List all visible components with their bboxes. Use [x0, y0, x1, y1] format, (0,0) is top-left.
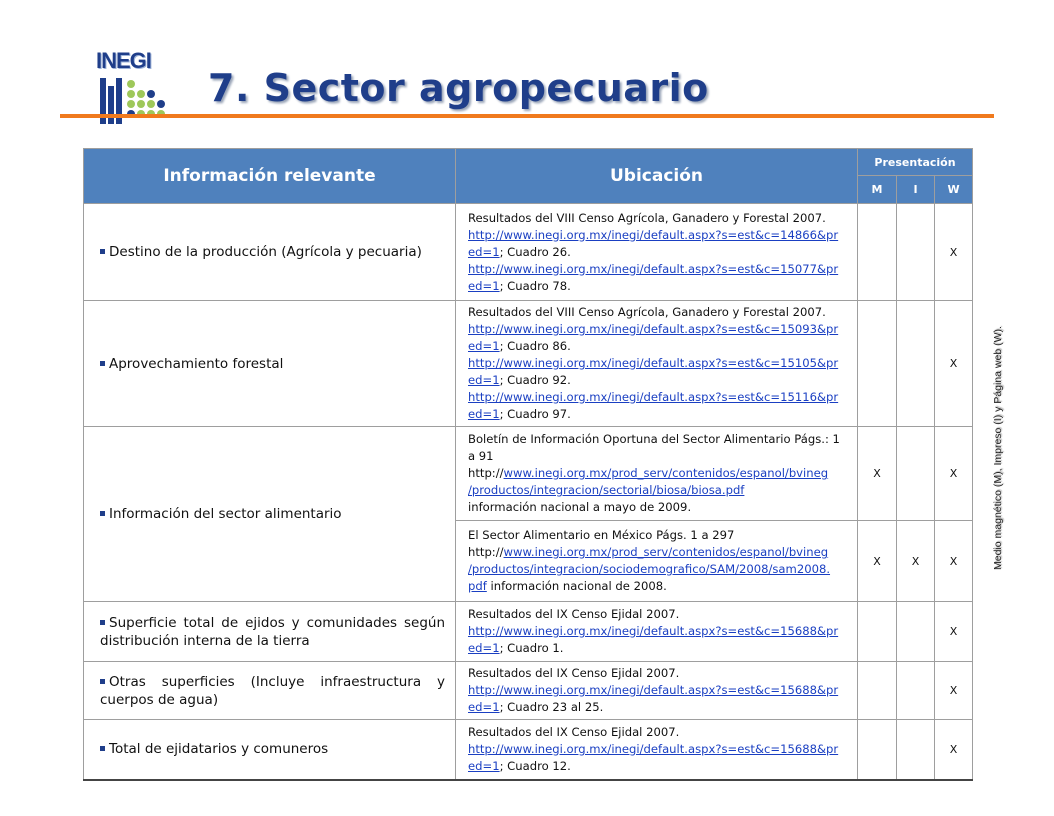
- loc-line: ed=1; Cuadro 97.: [468, 407, 571, 421]
- logo-text: INEGI: [96, 48, 151, 73]
- header-i: I: [897, 176, 935, 204]
- loc-line: [468, 741, 853, 758]
- location-link[interactable]: http://www.inegi.org.mx/inegi/default.aspx?s=est&c=15688&pr: [468, 624, 839, 638]
- table-row: [84, 301, 973, 427]
- location-link[interactable]: ed=1: [468, 641, 500, 655]
- loc-line: El Sector Alimentario en México Págs. 1 a 297: [468, 528, 735, 542]
- table-row: [84, 427, 973, 521]
- location-link[interactable]: http://www.inegi.org.mx/inegi/default.aspx?s=est&c=14866&pr: [468, 227, 839, 242]
- mark-w: X: [935, 204, 973, 301]
- bullet-icon: [100, 620, 105, 625]
- loc-line: Resultados del IX Censo Ejidal 2007.: [468, 666, 680, 680]
- loc-line: [468, 389, 853, 406]
- mark-i: [897, 602, 935, 662]
- location-link[interactable]: ed=1: [468, 758, 500, 773]
- header-info: Información relevante: [84, 149, 456, 204]
- mark-i: [897, 427, 935, 521]
- presentation-legend: Medio magnético (M), Impreso (I) y Página web (W).: [992, 326, 1004, 570]
- loc-line: [468, 227, 853, 244]
- loc-line: ed=1; Cuadro 86.: [468, 339, 571, 353]
- loc-line: [468, 261, 853, 278]
- bullet-icon: [100, 361, 105, 366]
- info-cell: Total de ejidatarios y comuneros: [84, 720, 456, 780]
- mark-w: X: [935, 521, 973, 602]
- loc-line: Resultados del IX Censo Ejidal 2007.: [468, 607, 680, 621]
- loc-line: [468, 682, 853, 699]
- location-link[interactable]: ed=1: [468, 244, 500, 259]
- logo-dots-icon: [98, 76, 166, 126]
- info-cell: Superficie total de ejidos y comunidades según distribución interna de la tierra: [84, 602, 456, 662]
- bullet-icon: [100, 249, 105, 254]
- loc-line: ed=1; Cuadro 78.: [468, 278, 571, 293]
- location-cell: [456, 204, 858, 301]
- loc-line: ed=1; Cuadro 26.: [468, 244, 571, 259]
- mark-i: [897, 301, 935, 427]
- loc-line: ed=1; Cuadro 92.: [468, 373, 571, 387]
- mark-m: [858, 720, 897, 780]
- info-cell: Otras superficies (Incluye infraestructura y cuerpos de agua): [84, 662, 456, 720]
- loc-line: pdf información nacional de 2008.: [468, 579, 667, 593]
- mark-w: X: [935, 720, 973, 780]
- mark-m: [858, 662, 897, 720]
- location-link[interactable]: http://www.inegi.org.mx/inegi/default.aspx?s=est&c=15093&pr: [468, 322, 839, 336]
- mark-w: X: [935, 602, 973, 662]
- location-link[interactable]: /productos/integracion/sociodemografico/SAM/2008/sam2008.: [468, 562, 831, 576]
- table-row: [84, 204, 973, 301]
- loc-line: http://www.inegi.org.mx/prod_serv/contenidos/espanol/bvineg: [468, 466, 829, 480]
- mark-m: [858, 204, 897, 301]
- mark-m: [858, 301, 897, 427]
- mark-i: X: [897, 521, 935, 602]
- table-row: [84, 720, 973, 780]
- loc-line: ed=1; Cuadro 1.: [468, 641, 564, 655]
- info-cell: Información del sector alimentario: [84, 427, 456, 602]
- header-m: M: [858, 176, 897, 204]
- mark-i: [897, 204, 935, 301]
- loc-line: Resultados del VIII Censo Agrícola, Ganadero y Forestal 2007.: [468, 305, 826, 319]
- loc-line: a 91: [468, 449, 494, 463]
- info-table: [83, 148, 973, 781]
- location-link[interactable]: http://www.inegi.org.mx/inegi/default.aspx?s=est&c=15105&pr: [468, 356, 839, 370]
- mark-w: X: [935, 427, 973, 521]
- mark-w: X: [935, 301, 973, 427]
- location-link[interactable]: http://www.inegi.org.mx/inegi/default.aspx?s=est&c=15116&pr: [468, 390, 839, 404]
- loc-line: [468, 482, 853, 499]
- mark-w: X: [935, 662, 973, 720]
- info-cell: Destino de la producción (Agrícola y pecuaria): [84, 204, 456, 301]
- location-link[interactable]: www.inegi.org.mx/prod_serv/contenidos/espanol/bvineg: [503, 545, 829, 559]
- location-link[interactable]: www.inegi.org.mx/prod_serv/contenidos/espanol/bvineg: [503, 466, 829, 480]
- loc-line: [468, 321, 853, 338]
- location-link[interactable]: ed=1: [468, 278, 500, 293]
- location-link[interactable]: http://www.inegi.org.mx/inegi/default.aspx?s=est&c=15688&pr: [468, 741, 839, 756]
- location-link[interactable]: http://www.inegi.org.mx/inegi/default.aspx?s=est&c=15688&pr: [468, 683, 839, 697]
- header-location: Ubicación: [456, 149, 858, 204]
- location-link[interactable]: pdf: [468, 579, 487, 593]
- location-link[interactable]: ed=1: [468, 700, 500, 714]
- location-cell: [456, 720, 858, 780]
- mark-m: X: [858, 521, 897, 602]
- loc-line: Resultados del VIII Censo Agrícola, Ganadero y Forestal 2007.: [468, 210, 826, 225]
- loc-line: Resultados del IX Censo Ejidal 2007.: [468, 724, 680, 739]
- header-presentation: Presentación: [858, 149, 973, 176]
- loc-line: http://www.inegi.org.mx/prod_serv/contenidos/espanol/bvineg: [468, 545, 829, 559]
- page-title: 7. Sector agropecuario: [208, 66, 709, 110]
- location-link[interactable]: ed=1: [468, 373, 500, 387]
- info-cell: Aprovechamiento forestal: [84, 301, 456, 427]
- mark-i: [897, 662, 935, 720]
- location-link[interactable]: ed=1: [468, 339, 500, 353]
- bullet-icon: [100, 511, 105, 516]
- loc-line: ed=1; Cuadro 23 al 25.: [468, 700, 604, 714]
- location-cell: [456, 602, 858, 662]
- table-row: [84, 662, 973, 720]
- location-link[interactable]: ed=1: [468, 407, 500, 421]
- loc-line: ed=1; Cuadro 12.: [468, 758, 571, 773]
- location-cell: [456, 301, 858, 427]
- mark-i: [897, 720, 935, 780]
- header-w: W: [935, 176, 973, 204]
- bullet-icon: [100, 679, 105, 684]
- loc-line: Boletín de Información Oportuna del Sector Alimentario Págs.: 1: [468, 432, 840, 446]
- location-link[interactable]: http://www.inegi.org.mx/inegi/default.aspx?s=est&c=15077&pr: [468, 261, 839, 276]
- loc-line: [468, 623, 853, 640]
- loc-line: información nacional a mayo de 2009.: [468, 500, 692, 514]
- location-cell: [456, 662, 858, 720]
- location-cell: [456, 427, 858, 521]
- mark-m: [858, 602, 897, 662]
- title-rule: [60, 114, 994, 118]
- location-link[interactable]: /productos/integracion/sectorial/biosa/biosa.pdf: [468, 483, 745, 497]
- location-cell: [456, 521, 858, 602]
- mark-m: X: [858, 427, 897, 521]
- table-row: [84, 602, 973, 662]
- loc-line: [468, 561, 853, 578]
- loc-line: [468, 355, 853, 372]
- bullet-icon: [100, 746, 105, 751]
